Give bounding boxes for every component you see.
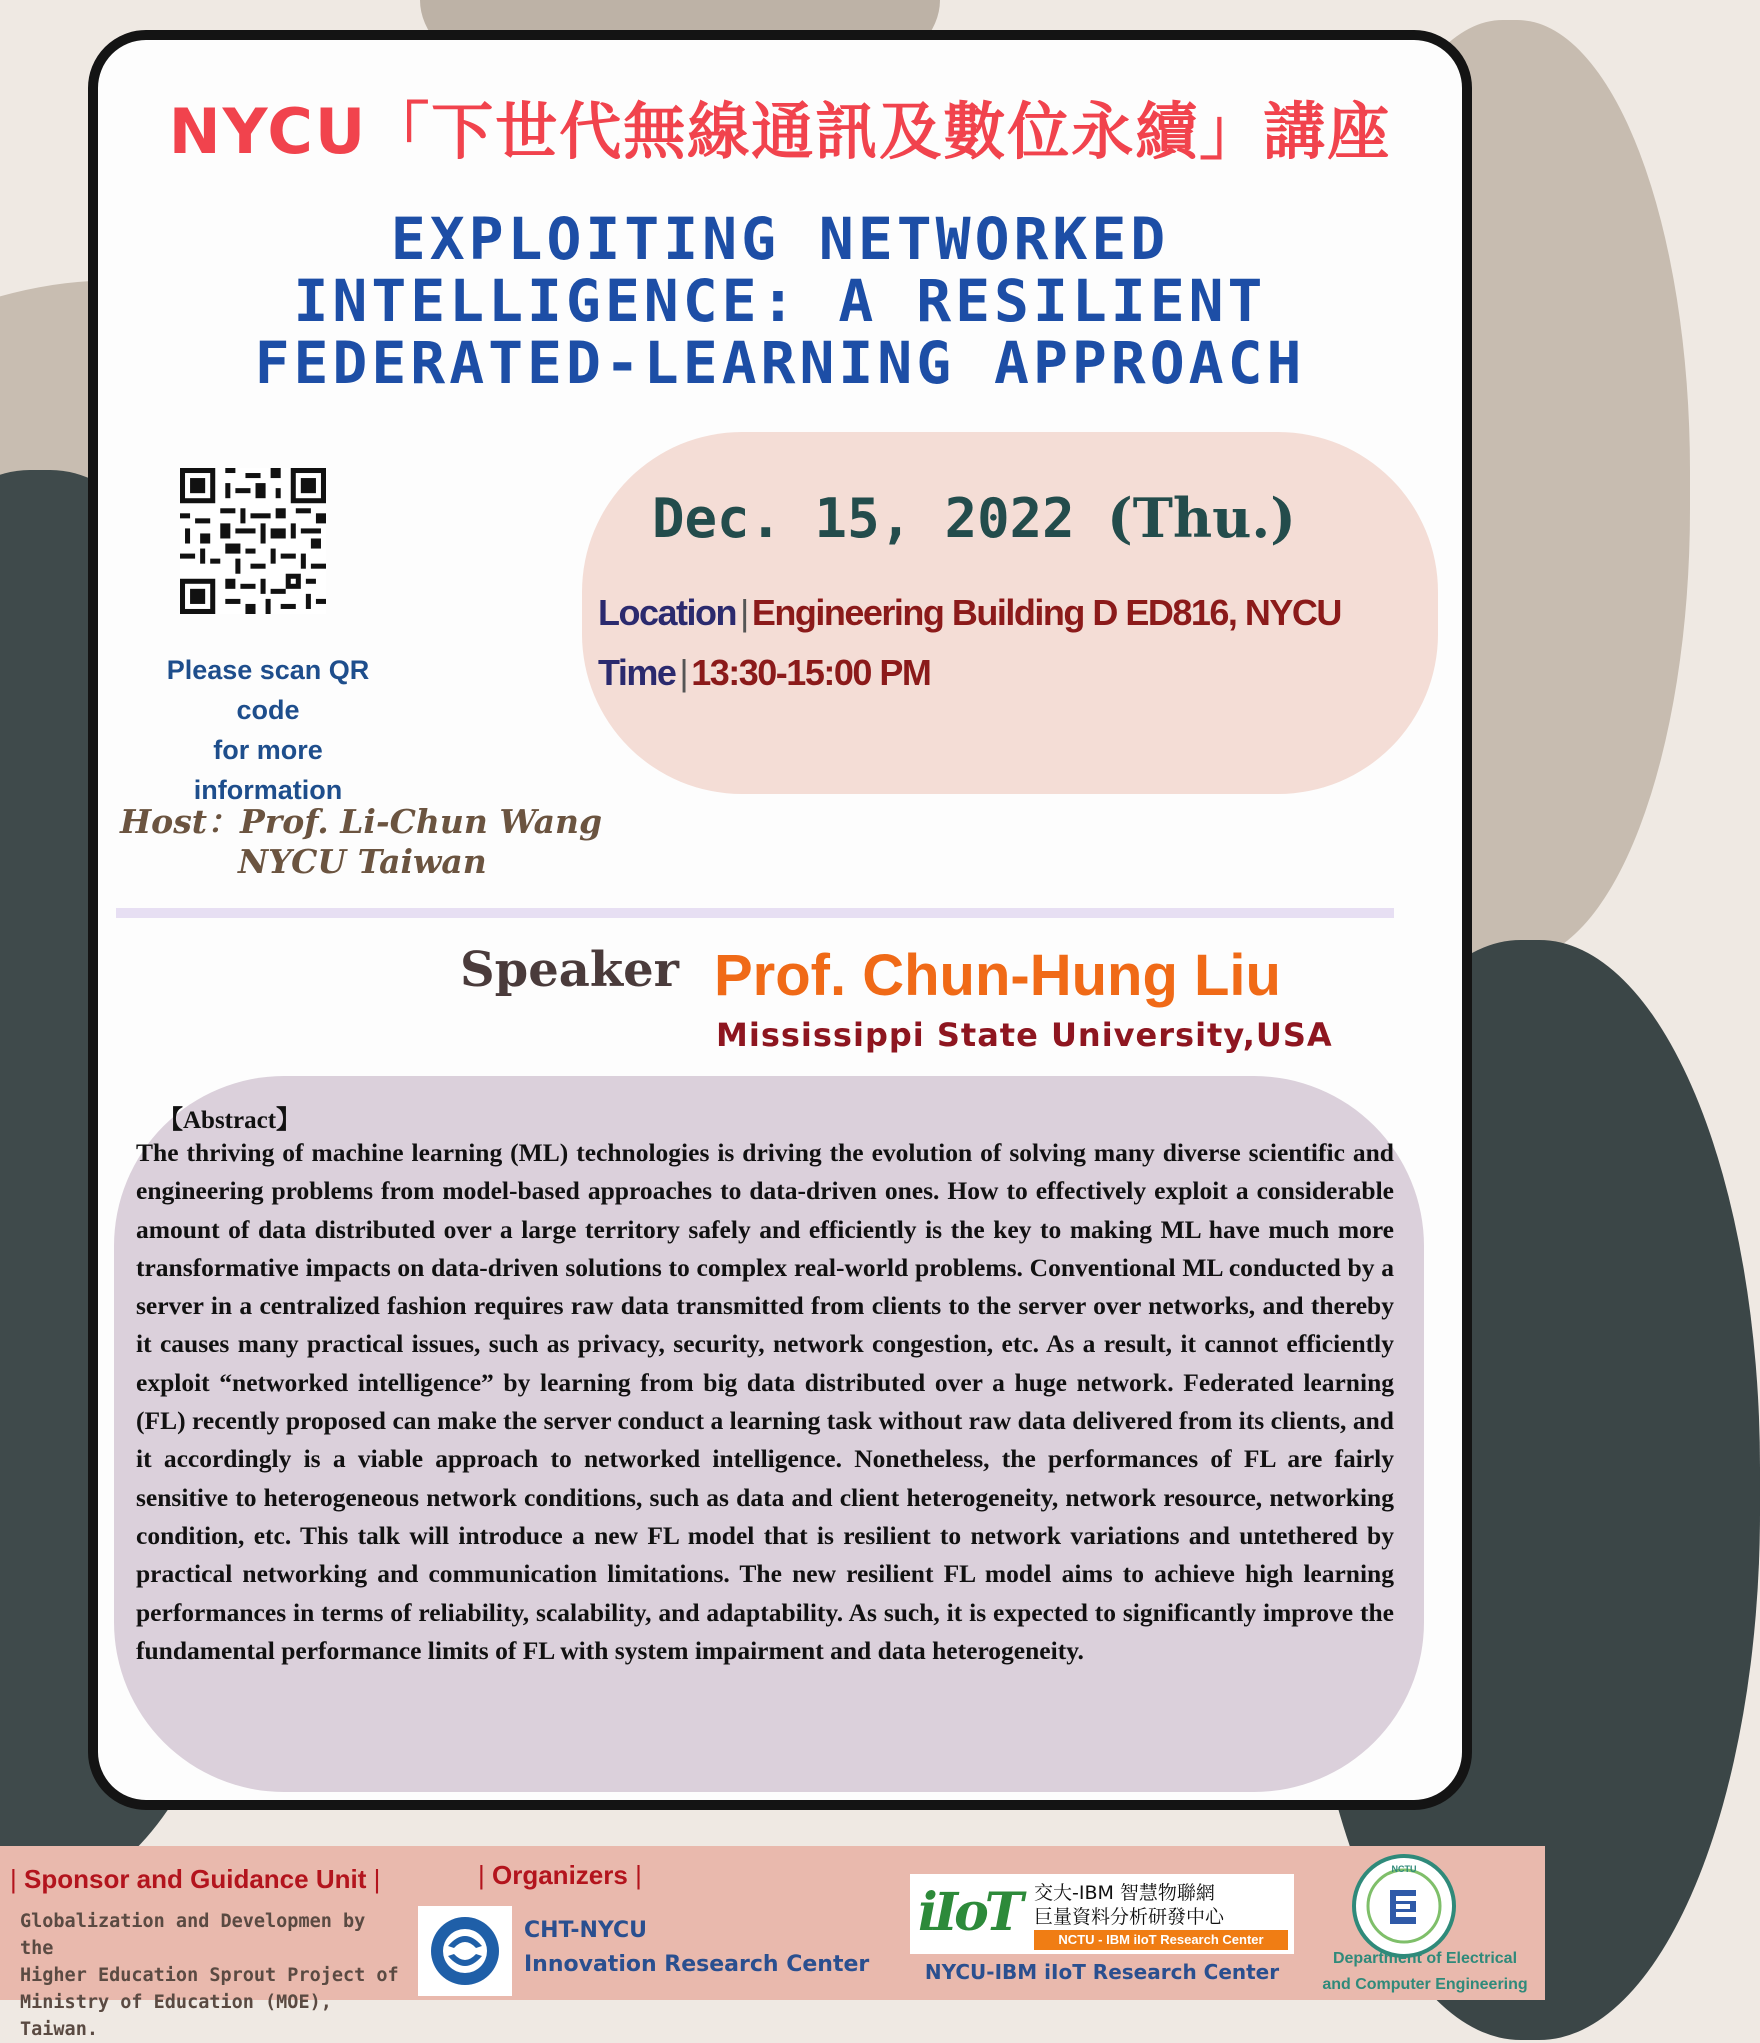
ece-logo-text: NCTU <box>1391 1864 1417 1874</box>
time-value: 13:30-15:00 PM <box>691 652 931 693</box>
separator: | <box>679 652 688 693</box>
section-divider <box>116 908 1394 918</box>
cht-nycu-name <box>524 1914 869 1982</box>
iiot-name: NYCU-IBM iIoT Research Center <box>924 1960 1280 1984</box>
organizers-title-text: Organizers <box>492 1860 628 1890</box>
qr-caption-line: Please scan QR code <box>166 655 370 725</box>
cht-line: Innovation Research Center <box>524 1952 870 1977</box>
sponsor-line: Ministry of Education (MOE), Taiwan. <box>20 1992 332 2040</box>
separator: | <box>10 1864 17 1894</box>
organizers-title <box>478 1860 642 1891</box>
footer <box>0 1846 1545 2040</box>
abstract-text: The thriving of machine learning (ML) technologies is driving the evolution of solving many diverse scientific and engineering problems from model-based approaches to data-driven ones. How to effectively exploit a considerable amount of data distributed over a large territory safely and efficiently is the key to making ML have much more transformative impacts on data-driven solutions to complex real-world problems. Conventional ML conducted by a server in a centralized fashion requires raw data transmitted from clients to the server over networks, and thereby it causes many practical issues, such as privacy, security, network congestion, etc. As a result, it cannot efficiently exploit “networked intelligence” by learning from big data distributed over a huge network. Federated learning (FL) recently proposed can make the server conduct a learning task without raw data delivered from its clients, and it accordingly is a viable approach to networked intelligence. Nonetheless, the performances of FL are fairly sensitive to heterogeneous network conditions, such as data and client heterogeneity, network resource, networking condition, etc. This talk will introduce a new FL model that is resilient to network variations and untethered by practical networking and communication limitations. The new resilient FL model aims to achieve high learning performances in terms of reliability, scalability, and adaptability. As such, it is expected to significantly improve the fundamental performance limits of FL with system impairment and data heterogeneity. <box>136 1138 1394 1665</box>
host-info <box>120 802 602 882</box>
sponsor-line: Globalization and Developmen by the <box>20 1911 366 1959</box>
talk-title-line: EXPLOITING NETWORKED <box>390 205 1170 273</box>
cht-line: CHT-NYCU <box>524 1918 648 1943</box>
time-label: Time <box>598 652 676 693</box>
ece-name <box>1310 1946 1540 1998</box>
poster-card <box>88 30 1472 1810</box>
iiot-logo-strip: NCTU - IBM iIoT Research Center <box>1034 1930 1288 1950</box>
event-location <box>598 592 1341 634</box>
event-info-panel <box>582 432 1438 794</box>
host-name: Prof. Li-Chun Wang <box>240 802 603 841</box>
host-label: Host： <box>120 802 241 841</box>
cht-logo-icon <box>418 1906 512 1996</box>
sponsor-text <box>20 1908 400 2043</box>
speaker-name: Prof. Chun-Hung Liu <box>714 943 1281 1008</box>
qr-caption <box>138 650 398 810</box>
separator: | <box>635 1860 642 1890</box>
event-time <box>598 652 930 694</box>
talk-title <box>158 205 1402 397</box>
sponsor-title-text: Sponsor and Guidance Unit <box>24 1864 367 1894</box>
qr-caption-line: for more information <box>193 735 343 805</box>
separator: | <box>478 1860 485 1890</box>
sponsor-line: Higher Education Sprout Project of <box>20 1965 399 1986</box>
ece-logo-icon <box>1352 1854 1456 1958</box>
location-label: Location <box>598 592 736 633</box>
qr-code[interactable] <box>180 468 326 614</box>
talk-title-line: INTELLIGENCE: A RESILIENT <box>293 267 1267 335</box>
separator: | <box>740 592 748 633</box>
ece-line: and Computer Engineering <box>1322 1976 1528 1993</box>
speaker-affiliation: Mississippi State University,USA <box>716 1016 1333 1054</box>
iiot-logo-cn: 交大-IBM 智慧物聯網 <box>1034 1882 1215 1904</box>
event-date <box>652 486 1296 550</box>
iiot-logo-cn: 巨量資料分析研發中心 <box>1034 1906 1225 1928</box>
event-date-value: Dec. 15, 2022 <box>652 487 1075 550</box>
separator: | <box>373 1864 381 1894</box>
ece-line: Department of Electrical <box>1332 1950 1518 1967</box>
event-weekday: (Thu.) <box>1107 486 1296 550</box>
iiot-mark-icon: iIoT <box>918 1882 1020 1943</box>
abstract-heading: 【Abstract】 <box>158 1107 302 1134</box>
speaker-label: Speaker <box>460 942 679 998</box>
sponsor-title <box>10 1864 380 1895</box>
talk-title-line: FEDERATED-LEARNING APPROACH <box>254 329 1306 397</box>
host-affiliation: NYCU Taiwan <box>238 842 487 881</box>
location-value: Engineering Building D ED816, NYCU <box>751 592 1341 633</box>
iiot-logo <box>910 1874 1294 1954</box>
series-title: NYCU「下世代無線通訊及數位永續」講座 <box>168 95 1392 168</box>
